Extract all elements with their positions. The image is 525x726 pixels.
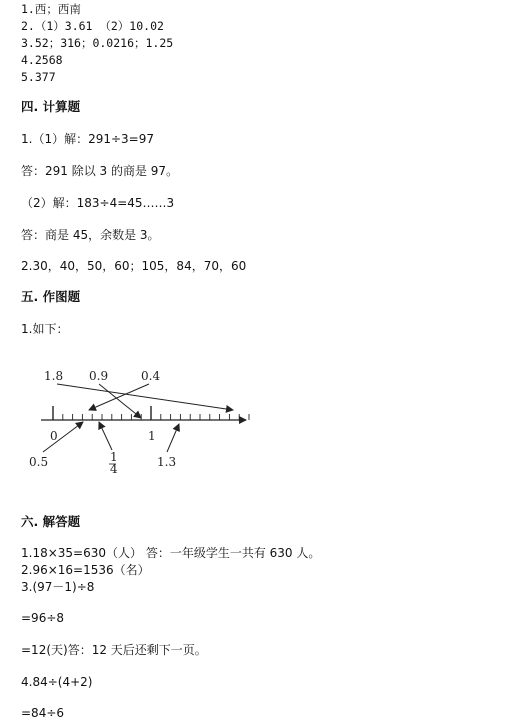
arrow-1-3 <box>167 424 179 452</box>
label-1-3: 1.3 <box>157 455 177 469</box>
arrow-0-5 <box>43 422 83 452</box>
answer-line-4: 4.2568 <box>21 53 63 67</box>
drawing-intro: 1.如下： <box>21 322 69 336</box>
label-1-8: 1.8 <box>44 369 64 383</box>
solution-line: 3.(97－1)÷8 <box>21 580 95 594</box>
solution-line: =96÷8 <box>21 611 65 625</box>
answer-line-1: 1.西；西南 <box>21 2 81 16</box>
solution-line: 2.96×16=1536（名） <box>21 563 150 577</box>
calc-line: 答：商是 45，余数是 3。 <box>21 228 160 242</box>
solution-line: =84÷6 <box>21 706 65 720</box>
calc-line: 2.30，40，50，60；105，84，70，60 <box>21 259 247 273</box>
answer-line-2: 2.（1）3.61 （2）10.02 <box>21 19 164 33</box>
calc-line: （2）解：183÷4=45……3 <box>21 196 175 210</box>
section-5-heading: 五. 作图题 <box>21 289 81 304</box>
fraction-denominator: 4 <box>110 462 118 476</box>
arrow-one-quarter <box>99 422 112 450</box>
arrow-0-4 <box>89 384 149 410</box>
fraction-numerator: 1 <box>110 450 118 464</box>
calc-line: 1.（1）解：291÷3=97 <box>21 132 155 146</box>
label-0-5: 0.5 <box>29 455 49 469</box>
answer-line-3: 3.52；316；0.0216；1.25 <box>21 36 174 50</box>
solution-line: 1.18×35=630（人） 答：一年级学生一共有 630 人。 <box>21 546 321 560</box>
arrow-1-8 <box>57 384 233 410</box>
label-0-9: 0.9 <box>89 369 109 383</box>
number-line-figure <box>21 358 261 480</box>
solution-line: =12(天)答：12 天后还剩下一页。 <box>21 643 207 657</box>
arrow-0-9 <box>99 384 141 418</box>
solution-line: 4.84÷(4+2) <box>21 675 93 689</box>
axis-label-1: 1 <box>148 429 156 443</box>
section-6-heading: 六. 解答题 <box>21 514 81 529</box>
calc-line: 答：291 除以 3 的商是 97。 <box>21 164 179 178</box>
section-4-heading: 四. 计算题 <box>21 99 81 114</box>
answer-line-5: 5.377 <box>21 70 56 84</box>
label-0-4: 0.4 <box>141 369 161 383</box>
axis-label-0: 0 <box>50 429 58 443</box>
